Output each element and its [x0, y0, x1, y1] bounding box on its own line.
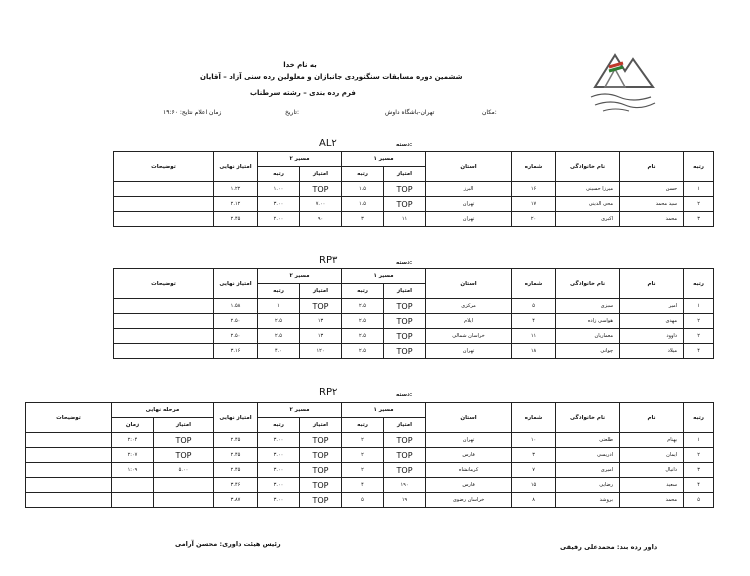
final-score-cell: ۲.۴۵	[214, 433, 258, 448]
name-cell: ایمان	[620, 448, 684, 463]
route1-header: مسیر ۱	[342, 152, 426, 167]
route1-rank-cell: ۲	[342, 448, 384, 463]
province-cell: کرمانشاه	[426, 463, 512, 478]
final-stage-score-cell: TOP	[154, 448, 214, 463]
final-stage-score-cell: TOP	[154, 433, 214, 448]
place-label: مکان:	[482, 109, 497, 116]
name-cell: میلاد	[620, 344, 684, 359]
number-cell: ۳	[512, 448, 556, 463]
route2-score-cell: TOP	[300, 463, 342, 478]
family-cell: طلعتی	[556, 433, 620, 448]
route1-rank-header: رتبه	[342, 418, 384, 433]
number-cell: ۱۶	[512, 182, 556, 197]
category-label: دسته:	[396, 142, 413, 148]
number-cell: ۵	[512, 299, 556, 314]
rank-cell: ۴	[684, 344, 714, 359]
rank-cell: ۲	[684, 314, 714, 329]
name-cell: مهدی	[620, 314, 684, 329]
route1-score-cell: ۱۹۰	[384, 478, 426, 493]
route2-score-cell: ۹۰	[300, 212, 342, 227]
province-cell: مرکزی	[426, 299, 512, 314]
final-stage-score-cell	[154, 478, 214, 493]
province-cell: خراسان رضوی	[426, 493, 512, 508]
route1-header: مسیر ۱	[342, 403, 426, 418]
chief-judge-signature: رئیس هیئت داوری: محسن آرامی	[175, 540, 281, 548]
province-header: استان	[426, 403, 512, 433]
final-stage-time-header: زمان	[112, 418, 154, 433]
route2-rank-cell: ۳.۰۰	[258, 478, 300, 493]
table-row	[114, 182, 714, 197]
rank-header: رتبه	[684, 152, 714, 182]
family-cell: رضایی	[556, 478, 620, 493]
number-header: شماره	[512, 152, 556, 182]
route1-header: مسیر ۱	[342, 269, 426, 284]
rank-cell: ۱	[684, 433, 714, 448]
rank-header: رتبه	[684, 403, 714, 433]
route1-rank-cell: ۲	[342, 463, 384, 478]
route2-score-cell: TOP	[300, 182, 342, 197]
number-header: شماره	[512, 269, 556, 299]
route2-score-header: امتیاز	[300, 284, 342, 299]
route1-rank-cell: ۲.۵	[342, 329, 384, 344]
notes-cell	[114, 182, 214, 197]
final-stage-header: مرحله نهایی	[112, 403, 214, 418]
route1-rank-cell: ۵	[342, 493, 384, 508]
route1-score-cell: ۱۹	[384, 493, 426, 508]
route2-score-header: امتیاز	[300, 418, 342, 433]
results-table-rp3	[113, 268, 714, 359]
route1-score-cell: TOP	[384, 433, 426, 448]
family-cell: اکبری	[556, 212, 620, 227]
route1-score-cell: TOP	[384, 314, 426, 329]
bismillah: به نام خدا	[283, 61, 317, 69]
page-title: ششمین دوره مسابقات سنگنوردی جانبازان و معلولین رده سنی آزاد – آقایان	[200, 73, 463, 81]
route1-rank-cell: ۲.۵	[342, 344, 384, 359]
notes-cell	[114, 299, 214, 314]
category-label: دسته:	[396, 260, 413, 266]
route1-score-cell: ۱۱	[384, 212, 426, 227]
route2-header: مسیر ۲	[258, 269, 342, 284]
final-score-cell: ۱.۵۸	[214, 299, 258, 314]
route2-score-cell: ۱۲۰	[300, 344, 342, 359]
number-cell: ۲۰	[512, 212, 556, 227]
notes-cell	[26, 433, 112, 448]
federation-logo	[585, 45, 665, 125]
route1-score-cell: TOP	[384, 448, 426, 463]
notes-cell	[114, 314, 214, 329]
final-score-cell: ۲.۴۵	[214, 448, 258, 463]
route2-score-cell: ۱۳	[300, 314, 342, 329]
results-table-rp2	[25, 402, 714, 508]
route1-score-cell: TOP	[384, 197, 426, 212]
route2-header: مسیر ۲	[258, 152, 342, 167]
notes-cell	[26, 448, 112, 463]
name-header: نام	[620, 403, 684, 433]
number-cell: ۸	[512, 493, 556, 508]
route1-rank-header: رتبه	[342, 167, 384, 182]
route1-score-cell: TOP	[384, 463, 426, 478]
name-cell: داوود	[620, 329, 684, 344]
table-row	[26, 433, 714, 448]
route2-rank-cell: ۳.۰۰	[258, 448, 300, 463]
final-stage-time-cell	[112, 493, 154, 508]
results-table-al2	[113, 151, 714, 227]
route1-rank-cell: ۲	[342, 433, 384, 448]
notes-header: توضیحات	[26, 403, 112, 433]
name-cell: محمد	[620, 493, 684, 508]
results-time: زمان اعلام نتایج: ۱۹:۶۰	[163, 109, 222, 116]
final-stage-score-cell: ۵.۰۰	[154, 463, 214, 478]
route2-score-cell: TOP	[300, 299, 342, 314]
final-score-cell: ۳.۸۷	[214, 493, 258, 508]
route2-rank-cell: ۲.۵	[258, 329, 300, 344]
route2-rank-header: رتبه	[258, 418, 300, 433]
rank-cell: ۱	[684, 299, 714, 314]
final-stage-time-cell: ۱:۰۹	[112, 463, 154, 478]
notes-cell	[26, 463, 112, 478]
route1-score-cell: TOP	[384, 329, 426, 344]
route1-score-header: امتیاز	[384, 418, 426, 433]
number-cell: ۷	[512, 463, 556, 478]
notes-cell	[26, 493, 112, 508]
table-row	[114, 344, 714, 359]
family-cell: معماریان	[556, 329, 620, 344]
route-judge-signature: داور رده بند: محمدعلی رفیقی	[560, 543, 658, 551]
rank-cell: ۲	[684, 329, 714, 344]
page-subtitle: فرم رده بندی – رشته سرطناب	[250, 89, 356, 97]
route2-rank-cell: ۲.۰۰	[258, 212, 300, 227]
final-score-header: امتیاز نهایی	[214, 152, 258, 182]
route1-rank-header: رتبه	[342, 284, 384, 299]
province-cell: خراسان شمالی	[426, 329, 512, 344]
route1-rank-cell: ۲.۵	[342, 314, 384, 329]
category-value: AL۲	[319, 138, 337, 149]
table-row	[26, 493, 714, 508]
province-cell: تهران	[426, 197, 512, 212]
route2-score-cell: ۱۳	[300, 329, 342, 344]
final-score-header: امتیاز نهایی	[214, 269, 258, 299]
route2-score-header: امتیاز	[300, 167, 342, 182]
table-row	[26, 463, 714, 478]
route1-rank-cell: ۲.۵	[342, 299, 384, 314]
category-value: RP۲	[319, 387, 338, 398]
route2-rank-cell: ۱	[258, 299, 300, 314]
province-cell: البرز	[426, 182, 512, 197]
notes-cell	[114, 329, 214, 344]
table-row	[114, 329, 714, 344]
rank-cell: ۴	[684, 478, 714, 493]
route2-rank-header: رتبه	[258, 167, 300, 182]
province-cell: ایلام	[426, 314, 512, 329]
number-cell: ۴	[512, 314, 556, 329]
family-cell: میرزا حسینی	[556, 182, 620, 197]
rank-cell: ۲	[684, 448, 714, 463]
category-value: RP۳	[319, 255, 338, 266]
route2-rank-cell: ۳.۰۰	[258, 197, 300, 212]
number-cell: ۱۵	[512, 478, 556, 493]
final-score-cell: ۲.۴۵	[214, 463, 258, 478]
route2-score-cell: TOP	[300, 478, 342, 493]
name-header: نام	[620, 269, 684, 299]
date-label: تاریخ:	[285, 109, 299, 116]
final-stage-time-cell	[112, 478, 154, 493]
route1-rank-cell: ۱.۵	[342, 197, 384, 212]
final-score-header: امتیاز نهایی	[214, 403, 258, 433]
route2-rank-cell: ۴.۰	[258, 344, 300, 359]
place-value: تهران-باشگاه داوش	[385, 109, 435, 116]
route1-score-header: امتیاز	[384, 167, 426, 182]
final-score-cell: ۱.۲۲	[214, 182, 258, 197]
number-cell: ۱۸	[512, 344, 556, 359]
notes-cell	[114, 212, 214, 227]
route2-score-cell: TOP	[300, 448, 342, 463]
route2-rank-header: رتبه	[258, 284, 300, 299]
name-cell: محمد	[620, 212, 684, 227]
name-cell: سعید	[620, 478, 684, 493]
route2-score-cell: TOP	[300, 433, 342, 448]
rank-header: رتبه	[684, 269, 714, 299]
name-cell: دانیال	[620, 463, 684, 478]
table-row	[114, 212, 714, 227]
notes-cell	[26, 478, 112, 493]
family-cell: هواسی زاده	[556, 314, 620, 329]
family-header: نام خانوادگی	[556, 269, 620, 299]
final-stage-score-header: امتیاز	[154, 418, 214, 433]
final-score-cell: ۲.۵۰	[214, 314, 258, 329]
name-header: نام	[620, 152, 684, 182]
route2-score-cell: ۷.۰۰	[300, 197, 342, 212]
final-score-cell: ۲.۵۰	[214, 329, 258, 344]
rank-cell: ۲	[684, 197, 714, 212]
rank-cell: ۳	[684, 212, 714, 227]
table-row	[114, 197, 714, 212]
family-header: نام خانوادگی	[556, 152, 620, 182]
category-label: دسته:	[396, 392, 413, 398]
notes-cell	[114, 197, 214, 212]
route2-rank-cell: ۳.۰۰	[258, 433, 300, 448]
family-cell: ادریسی	[556, 448, 620, 463]
final-score-cell: ۳.۴۶	[214, 478, 258, 493]
final-score-cell: ۳.۱۶	[214, 344, 258, 359]
route1-score-cell: TOP	[384, 182, 426, 197]
rank-cell: ۱	[684, 182, 714, 197]
family-cell: بروشد	[556, 493, 620, 508]
name-cell: بهنام	[620, 433, 684, 448]
name-cell: حسن	[620, 182, 684, 197]
province-cell: فارس	[426, 448, 512, 463]
rank-cell: ۳	[684, 463, 714, 478]
final-score-cell: ۲.۴۵	[214, 212, 258, 227]
notes-cell	[114, 344, 214, 359]
route1-score-cell: TOP	[384, 344, 426, 359]
table-row	[114, 299, 714, 314]
route1-score-header: امتیاز	[384, 284, 426, 299]
province-header: استان	[426, 269, 512, 299]
table-row	[26, 448, 714, 463]
province-cell: تهران	[426, 344, 512, 359]
route2-rank-cell: ۱.۰۰	[258, 182, 300, 197]
family-header: نام خانوادگی	[556, 403, 620, 433]
route1-rank-cell: ۱.۵	[342, 182, 384, 197]
final-stage-score-cell	[154, 493, 214, 508]
name-cell: سید محمد	[620, 197, 684, 212]
family-cell: چوانی	[556, 344, 620, 359]
route2-header: مسیر ۲	[258, 403, 342, 418]
province-header: استان	[426, 152, 512, 182]
table-row	[26, 478, 714, 493]
family-cell: محی الدینی	[556, 197, 620, 212]
table-row	[114, 314, 714, 329]
notes-header: توضیحات	[114, 152, 214, 182]
final-stage-time-cell: ۲:۰۷	[112, 448, 154, 463]
number-header: شماره	[512, 403, 556, 433]
family-cell: سبزی	[556, 299, 620, 314]
name-cell: امیر	[620, 299, 684, 314]
final-stage-time-cell: ۲:۰۴	[112, 433, 154, 448]
route2-rank-cell: ۲.۵	[258, 314, 300, 329]
number-cell: ۱۷	[512, 197, 556, 212]
number-cell: ۱۰	[512, 433, 556, 448]
final-score-cell: ۲.۱۲	[214, 197, 258, 212]
route2-score-cell: TOP	[300, 493, 342, 508]
route1-rank-cell: ۴	[342, 478, 384, 493]
route1-rank-cell: ۳	[342, 212, 384, 227]
route1-score-cell: TOP	[384, 299, 426, 314]
province-cell: فارس	[426, 478, 512, 493]
family-cell: امیری	[556, 463, 620, 478]
notes-header: توضیحات	[114, 269, 214, 299]
province-cell: تهران	[426, 433, 512, 448]
rank-cell: ۵	[684, 493, 714, 508]
province-cell: تهران	[426, 212, 512, 227]
route2-rank-cell: ۳.۰۰	[258, 463, 300, 478]
number-cell: ۱۱	[512, 329, 556, 344]
route2-rank-cell: ۳.۰۰	[258, 493, 300, 508]
